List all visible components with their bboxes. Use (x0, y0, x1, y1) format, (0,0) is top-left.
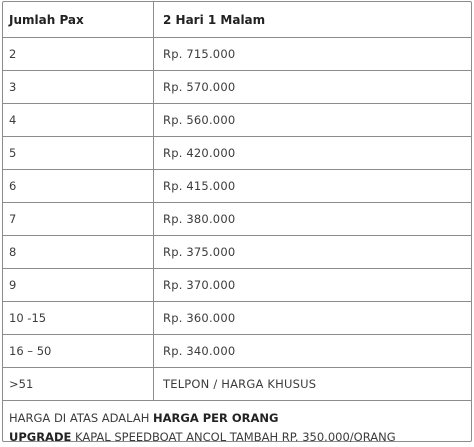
table-row (3, 38, 471, 71)
pax-cell: 10 -15 (3, 302, 154, 334)
price-cell: Rp. 570.000 (163, 80, 236, 94)
header-package: 2 Hari 1 Malam (163, 12, 266, 27)
table-row (3, 203, 471, 236)
pax-cell: 9 (3, 269, 154, 301)
table-row (3, 71, 471, 104)
price-cell: Rp. 370.000 (163, 278, 236, 292)
price-cell: Rp. 340.000 (163, 344, 236, 358)
pax-cell: 5 (3, 137, 154, 169)
pax-cell: 2 (3, 38, 154, 70)
price-cell: TELPON / HARGA KHUSUS (163, 377, 317, 391)
pax-cell: 4 (3, 104, 154, 136)
footer-line-price-note (9, 409, 471, 428)
header-pax: Jumlah Pax (3, 2, 154, 37)
pax-cell: 16 – 50 (3, 335, 154, 367)
table-footer-note (3, 401, 471, 447)
footer-line2-text: KAPAL SPEEDBOAT ANCOL TAMBAH RP. 350.000/ORANG (71, 430, 396, 444)
footer-line2-bold: UPGRADE (9, 430, 72, 444)
table-row (3, 104, 471, 137)
table-row (3, 269, 471, 302)
price-cell: Rp. 415.000 (163, 179, 236, 193)
table-header (3, 2, 471, 38)
pax-cell: 7 (3, 203, 154, 235)
table-row (3, 236, 471, 269)
footer-line-upgrade-note (9, 428, 471, 447)
price-cell: Rp. 560.000 (163, 113, 236, 127)
price-cell: Rp. 715.000 (163, 47, 236, 61)
table-row (3, 368, 471, 401)
footer-line1-text: HARGA DI ATAS ADALAH (9, 411, 153, 425)
pax-cell: >51 (3, 368, 154, 400)
price-cell: Rp. 380.000 (163, 212, 236, 226)
pax-cell: 3 (3, 71, 154, 103)
pax-cell: 8 (3, 236, 154, 268)
table-row (3, 137, 471, 170)
price-cell: Rp. 420.000 (163, 146, 236, 160)
pax-cell: 6 (3, 170, 154, 202)
price-cell: Rp. 375.000 (163, 245, 236, 259)
price-table (2, 1, 472, 442)
footer-line1-bold: HARGA PER ORANG (153, 411, 279, 425)
price-cell: Rp. 360.000 (163, 311, 236, 325)
table-row (3, 302, 471, 335)
table-row (3, 170, 471, 203)
table-row (3, 335, 471, 368)
